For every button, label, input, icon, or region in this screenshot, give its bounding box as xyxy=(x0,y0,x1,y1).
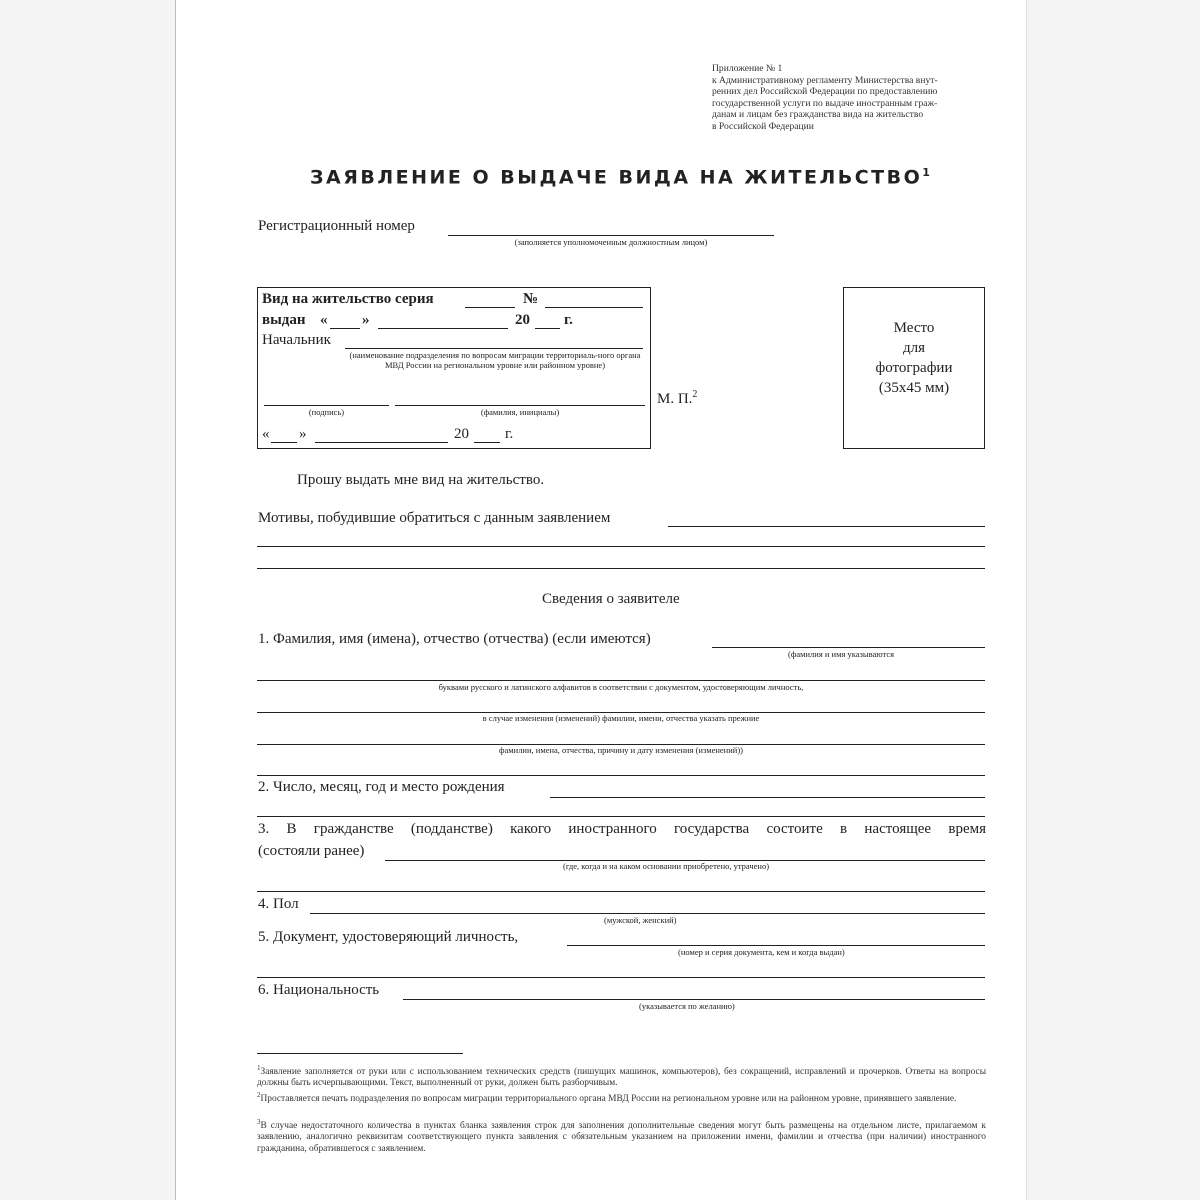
date-month-field[interactable] xyxy=(315,442,448,443)
footnote-text: Проставляется печать подразделения по вопросам миграции территориального органа МВД России на региональном уровне или на районном уровне, принявшего заявление. xyxy=(260,1094,957,1105)
id-document-hint: (номер и серия документа, кем и когда выдан) xyxy=(678,947,845,957)
signature-field[interactable] xyxy=(264,405,389,406)
stamp-label xyxy=(657,386,697,408)
permit-stamp-box xyxy=(257,287,651,449)
year-prefix-2: 20 xyxy=(454,426,469,442)
citizenship-hint: (где, когда и на каком основании приобретено, утрачено) xyxy=(563,861,770,871)
footnote-text: В случае недостаточного количества в пунктах бланка заявления строк для заполнения дополнительные сведения могут быть размещены на отдельном листе, прилагаемом к заявлению, аналогично реквизитам соответствующего пункта заявления с обязательным указанием на приложении имени, фамилии и отчества (при наличии) иностранного гражданина, обратившегося с заявлением. xyxy=(257,1121,986,1154)
photo-placeholder xyxy=(843,287,985,449)
document-title xyxy=(0,166,1200,188)
birth-field[interactable] xyxy=(550,797,985,798)
series-field[interactable] xyxy=(465,307,515,308)
footnote-1 xyxy=(257,1063,986,1090)
year-suffix-2: г. xyxy=(505,426,514,442)
birth-field-line[interactable] xyxy=(257,816,985,817)
id-document-field[interactable] xyxy=(567,945,985,946)
chief-label: Начальник xyxy=(262,332,331,348)
issued-day-field[interactable] xyxy=(330,328,360,329)
sex-hint: (мужской, женский) xyxy=(604,915,677,925)
issued-label: выдан xyxy=(262,312,306,328)
name-field[interactable] xyxy=(395,405,645,406)
footnote-mark: 2 xyxy=(257,1091,261,1099)
title-footnote-mark: 1 xyxy=(922,166,930,179)
full-name-hint: буквами русского и латинского алфавитов в соответствии с документом, удостоверяющим личность, xyxy=(438,682,804,692)
photo-size: (35х45 мм) xyxy=(878,380,950,396)
signature-hint: (подпись) xyxy=(308,407,345,417)
name-hint: (фамилия, инициалы) xyxy=(480,407,560,417)
nationality-label: 6. Национальность xyxy=(258,982,380,998)
sex-label: 4. Пол xyxy=(258,896,299,912)
footnote-separator xyxy=(257,1053,463,1054)
citizenship-label: 3. В гражданстве (подданстве) какого иностранного государства состоите в настоящее время xyxy=(258,821,986,837)
quote-open-2: « xyxy=(262,426,270,442)
full-name-label: 1. Фамилия, имя (имена), отчество (отчества) (если имеются) xyxy=(258,631,651,647)
date-day-field[interactable] xyxy=(271,442,297,443)
issued-year-field[interactable] xyxy=(535,328,560,329)
annex-line: в Российской Федерации xyxy=(712,120,814,132)
footnote-2 xyxy=(257,1090,986,1105)
request-text: Прошу выдать мне вид на жительство. xyxy=(297,472,545,488)
full-name-field[interactable] xyxy=(712,647,985,648)
photo-line: для xyxy=(902,340,926,356)
number-field[interactable] xyxy=(545,307,643,308)
annex-header xyxy=(712,63,987,133)
quote-close: » xyxy=(362,312,370,328)
id-document-field-line[interactable] xyxy=(257,977,985,978)
reg-number-label: Регистрационный номер xyxy=(258,218,415,234)
reg-number-field[interactable] xyxy=(448,235,774,236)
nationality-field[interactable] xyxy=(403,999,985,1000)
nationality-hint: (указывается по желанию) xyxy=(639,1001,735,1011)
full-name-field-line[interactable] xyxy=(257,680,985,681)
motives-field-line[interactable] xyxy=(257,546,985,547)
motives-field[interactable] xyxy=(668,526,985,527)
number-sign: № xyxy=(523,291,539,307)
footnote-3 xyxy=(257,1117,986,1155)
annex-line: ренних дел Российской Федерации по предоставлению xyxy=(712,86,938,98)
series-label: Вид на жительство серия xyxy=(262,291,434,307)
footnote-mark: 1 xyxy=(257,1064,261,1072)
id-document-label: 5. Документ, удостоверяющий личность, xyxy=(258,929,519,945)
footnote-mark: 3 xyxy=(257,1118,261,1126)
citizenship-label-2: (состояли ранее) xyxy=(258,843,365,859)
issued-month-field[interactable] xyxy=(378,328,508,329)
birth-label: 2. Число, месяц, год и место рождения xyxy=(258,779,505,795)
chief-hint: (наименование подразделения по вопросам миграции территориаль-ного органа МВД России на региональном уровне или районном уровне) xyxy=(349,350,641,370)
quote-close-2: » xyxy=(299,426,307,442)
chief-field[interactable] xyxy=(345,348,643,349)
sex-field[interactable] xyxy=(310,913,985,914)
annex-line: данам и лицам без гражданства вида на жительство xyxy=(712,109,924,121)
quote-open: « xyxy=(320,312,328,328)
annex-line: государственной услуги по выдаче иностранным граж- xyxy=(712,97,938,109)
full-name-hint: (фамилия и имя указываются xyxy=(788,649,895,659)
footnote-text: Заявление заполняется от руки или с использованием технических средств (пишущих машинок, компьютеров), без сокращений, исправлений и прочерков. Ответы на вопросы должны быть исчерпывающими. Текст, выполненный от руки, должен быть разборчивым. xyxy=(257,1067,986,1089)
section-title: Сведения о заявителе xyxy=(542,591,680,607)
year-prefix: 20 xyxy=(515,312,530,328)
annex-line: Приложение № 1 xyxy=(712,63,783,74)
reg-number-hint: (заполняется уполномоченным должностным лицом) xyxy=(514,237,708,247)
stamp-text: М. П. xyxy=(657,391,693,407)
year-suffix: г. xyxy=(564,312,573,328)
motives-field-line[interactable] xyxy=(257,568,985,569)
full-name-field-line[interactable] xyxy=(257,775,985,776)
date-year-field[interactable] xyxy=(474,442,500,443)
photo-line: Место xyxy=(893,320,935,336)
full-name-hint: в случае изменения (изменений) фамилии, имени, отчества указать прежние xyxy=(482,713,760,723)
full-name-hint: фамилии, имена, отчества, причину и дату изменения (изменений)) xyxy=(498,745,743,755)
citizenship-field-line[interactable] xyxy=(257,891,985,892)
photo-line: фотографии xyxy=(875,360,953,376)
motives-label: Мотивы, побудившие обратиться с данным заявлением xyxy=(258,510,611,526)
stamp-footnote-mark: 2 xyxy=(692,389,698,400)
title-text: ЗАЯВЛЕНИЕ О ВЫДАЧЕ ВИДА НА ЖИТЕЛЬСТВО xyxy=(310,166,923,189)
annex-line: к Административному регламенту Министерства внут- xyxy=(712,74,938,86)
